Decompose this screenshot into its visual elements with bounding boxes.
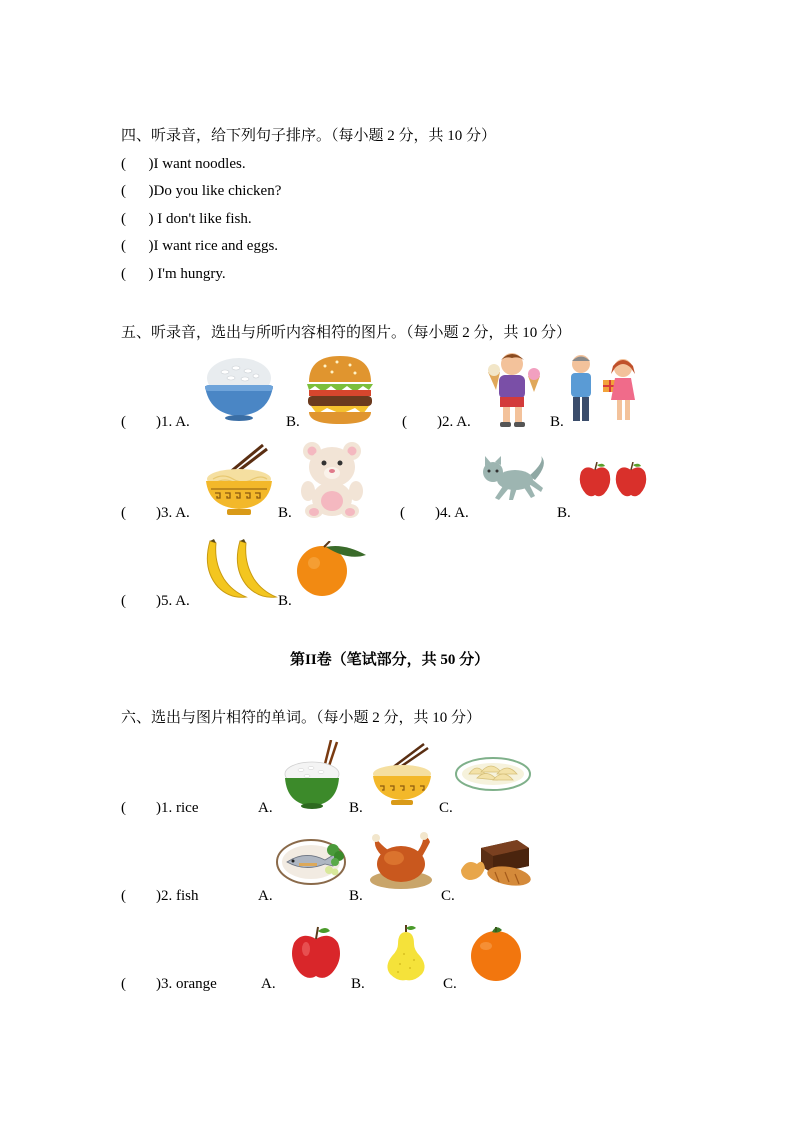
option-b-label: B. xyxy=(349,800,363,816)
cat-icon[interactable] xyxy=(479,456,549,502)
word-question-2 xyxy=(121,888,199,905)
question-number: 1. xyxy=(161,800,173,816)
option-c-label: C. xyxy=(441,888,455,904)
option-a-label: A. xyxy=(261,976,276,992)
sort-item-1 xyxy=(121,156,246,173)
bananas-icon[interactable] xyxy=(202,539,278,601)
answer-bracket[interactable]: ( ) xyxy=(121,266,154,282)
option-b-label: B. xyxy=(286,414,300,430)
answer-bracket[interactable]: ( ) xyxy=(121,505,161,521)
option-b-label: B. xyxy=(557,505,571,521)
question-number: 2. xyxy=(161,888,173,904)
listen-question-4 xyxy=(400,505,469,522)
answer-bracket[interactable]: ( ) xyxy=(121,414,161,430)
answer-bracket[interactable]: ( ) xyxy=(121,800,161,816)
sentence: Do you like chicken? xyxy=(153,183,282,199)
option-b-label: B. xyxy=(278,505,292,521)
option-c-label: C. xyxy=(439,800,453,816)
teddy-bear-icon[interactable] xyxy=(298,441,366,519)
option-b-label: B. xyxy=(550,414,564,430)
question-number: 3. xyxy=(161,976,173,992)
sort-item-2 xyxy=(121,183,281,200)
listen-question-2 xyxy=(402,414,471,431)
option-a-label: A. xyxy=(175,593,190,609)
sort-item-5 xyxy=(121,266,226,283)
sentence: I don't like fish. xyxy=(153,211,252,227)
question-number: 5. xyxy=(161,593,173,609)
hamburger-icon[interactable] xyxy=(305,352,375,426)
section5-heading: 五、听录音，选出与所听内容相符的图片。（每小题 2 分，共 10 分） xyxy=(121,325,572,341)
answer-bracket[interactable]: ( ) xyxy=(121,593,161,609)
man-giving-gift-to-girl-icon[interactable] xyxy=(565,352,643,426)
sentence: I want rice and eggs. xyxy=(153,238,279,254)
option-a-label: A. xyxy=(258,800,273,816)
sentence: I want noodles. xyxy=(153,156,246,172)
rice-bowl-icon[interactable] xyxy=(203,356,275,422)
option-a-label: A. xyxy=(175,414,190,430)
answer-bracket[interactable]: ( ) xyxy=(121,888,161,904)
word-question-3 xyxy=(121,976,217,993)
boy-with-ice-cream-icon[interactable] xyxy=(484,350,544,428)
target-word: fish xyxy=(176,888,199,904)
option-b-label: B. xyxy=(349,888,363,904)
question-number: 1. xyxy=(161,414,173,430)
option-a-label: A. xyxy=(456,414,471,430)
target-word: orange xyxy=(176,976,217,992)
noodles-bowl-icon[interactable] xyxy=(203,443,275,519)
option-b-label: B. xyxy=(351,976,365,992)
target-word: rice xyxy=(176,800,199,816)
listen-question-5 xyxy=(121,593,190,610)
answer-bracket[interactable]: ( ) xyxy=(121,211,154,227)
answer-bracket[interactable]: ( ) xyxy=(121,976,161,992)
question-number: 3. xyxy=(161,505,173,521)
orange-icon[interactable] xyxy=(296,541,368,597)
rice-bowl-chopsticks-icon[interactable] xyxy=(283,740,341,810)
answer-bracket[interactable]: ( ) xyxy=(402,414,442,430)
answer-bracket[interactable]: ( ) xyxy=(121,156,154,172)
question-number: 4. xyxy=(440,505,452,521)
word-question-1 xyxy=(121,800,198,817)
bread-icon[interactable] xyxy=(459,836,531,888)
answer-bracket[interactable]: ( ) xyxy=(400,505,440,521)
listen-question-1 xyxy=(121,414,190,431)
apple-icon[interactable] xyxy=(290,925,342,981)
apples-icon[interactable] xyxy=(578,462,648,498)
pear-icon[interactable] xyxy=(382,924,430,982)
option-a-label: A. xyxy=(258,888,273,904)
noodles-bowl-icon[interactable] xyxy=(370,742,434,808)
answer-bracket[interactable]: ( ) xyxy=(121,183,154,199)
option-b-label: B. xyxy=(278,593,292,609)
section4-heading: 四、听录音，给下列句子排序。（每小题 2 分，共 10 分） xyxy=(121,128,497,144)
option-a-label: A. xyxy=(175,505,190,521)
option-c-label: C. xyxy=(443,976,457,992)
roast-chicken-icon[interactable] xyxy=(368,832,434,890)
fish-plate-icon[interactable] xyxy=(275,836,351,886)
listen-question-3 xyxy=(121,505,190,522)
sort-item-3 xyxy=(121,211,252,228)
sentence: I'm hungry. xyxy=(153,266,226,282)
answer-bracket[interactable]: ( ) xyxy=(121,238,154,254)
part2-title: 第II卷（笔试部分，共 50 分） xyxy=(290,652,490,668)
question-number: 2. xyxy=(442,414,454,430)
section6-heading: 六、选出与图片相符的单词。（每小题 2 分，共 10 分） xyxy=(121,710,482,726)
orange-icon[interactable] xyxy=(468,924,524,982)
sort-item-4 xyxy=(121,238,278,255)
dumplings-plate-icon[interactable] xyxy=(455,756,531,792)
option-a-label: A. xyxy=(454,505,469,521)
